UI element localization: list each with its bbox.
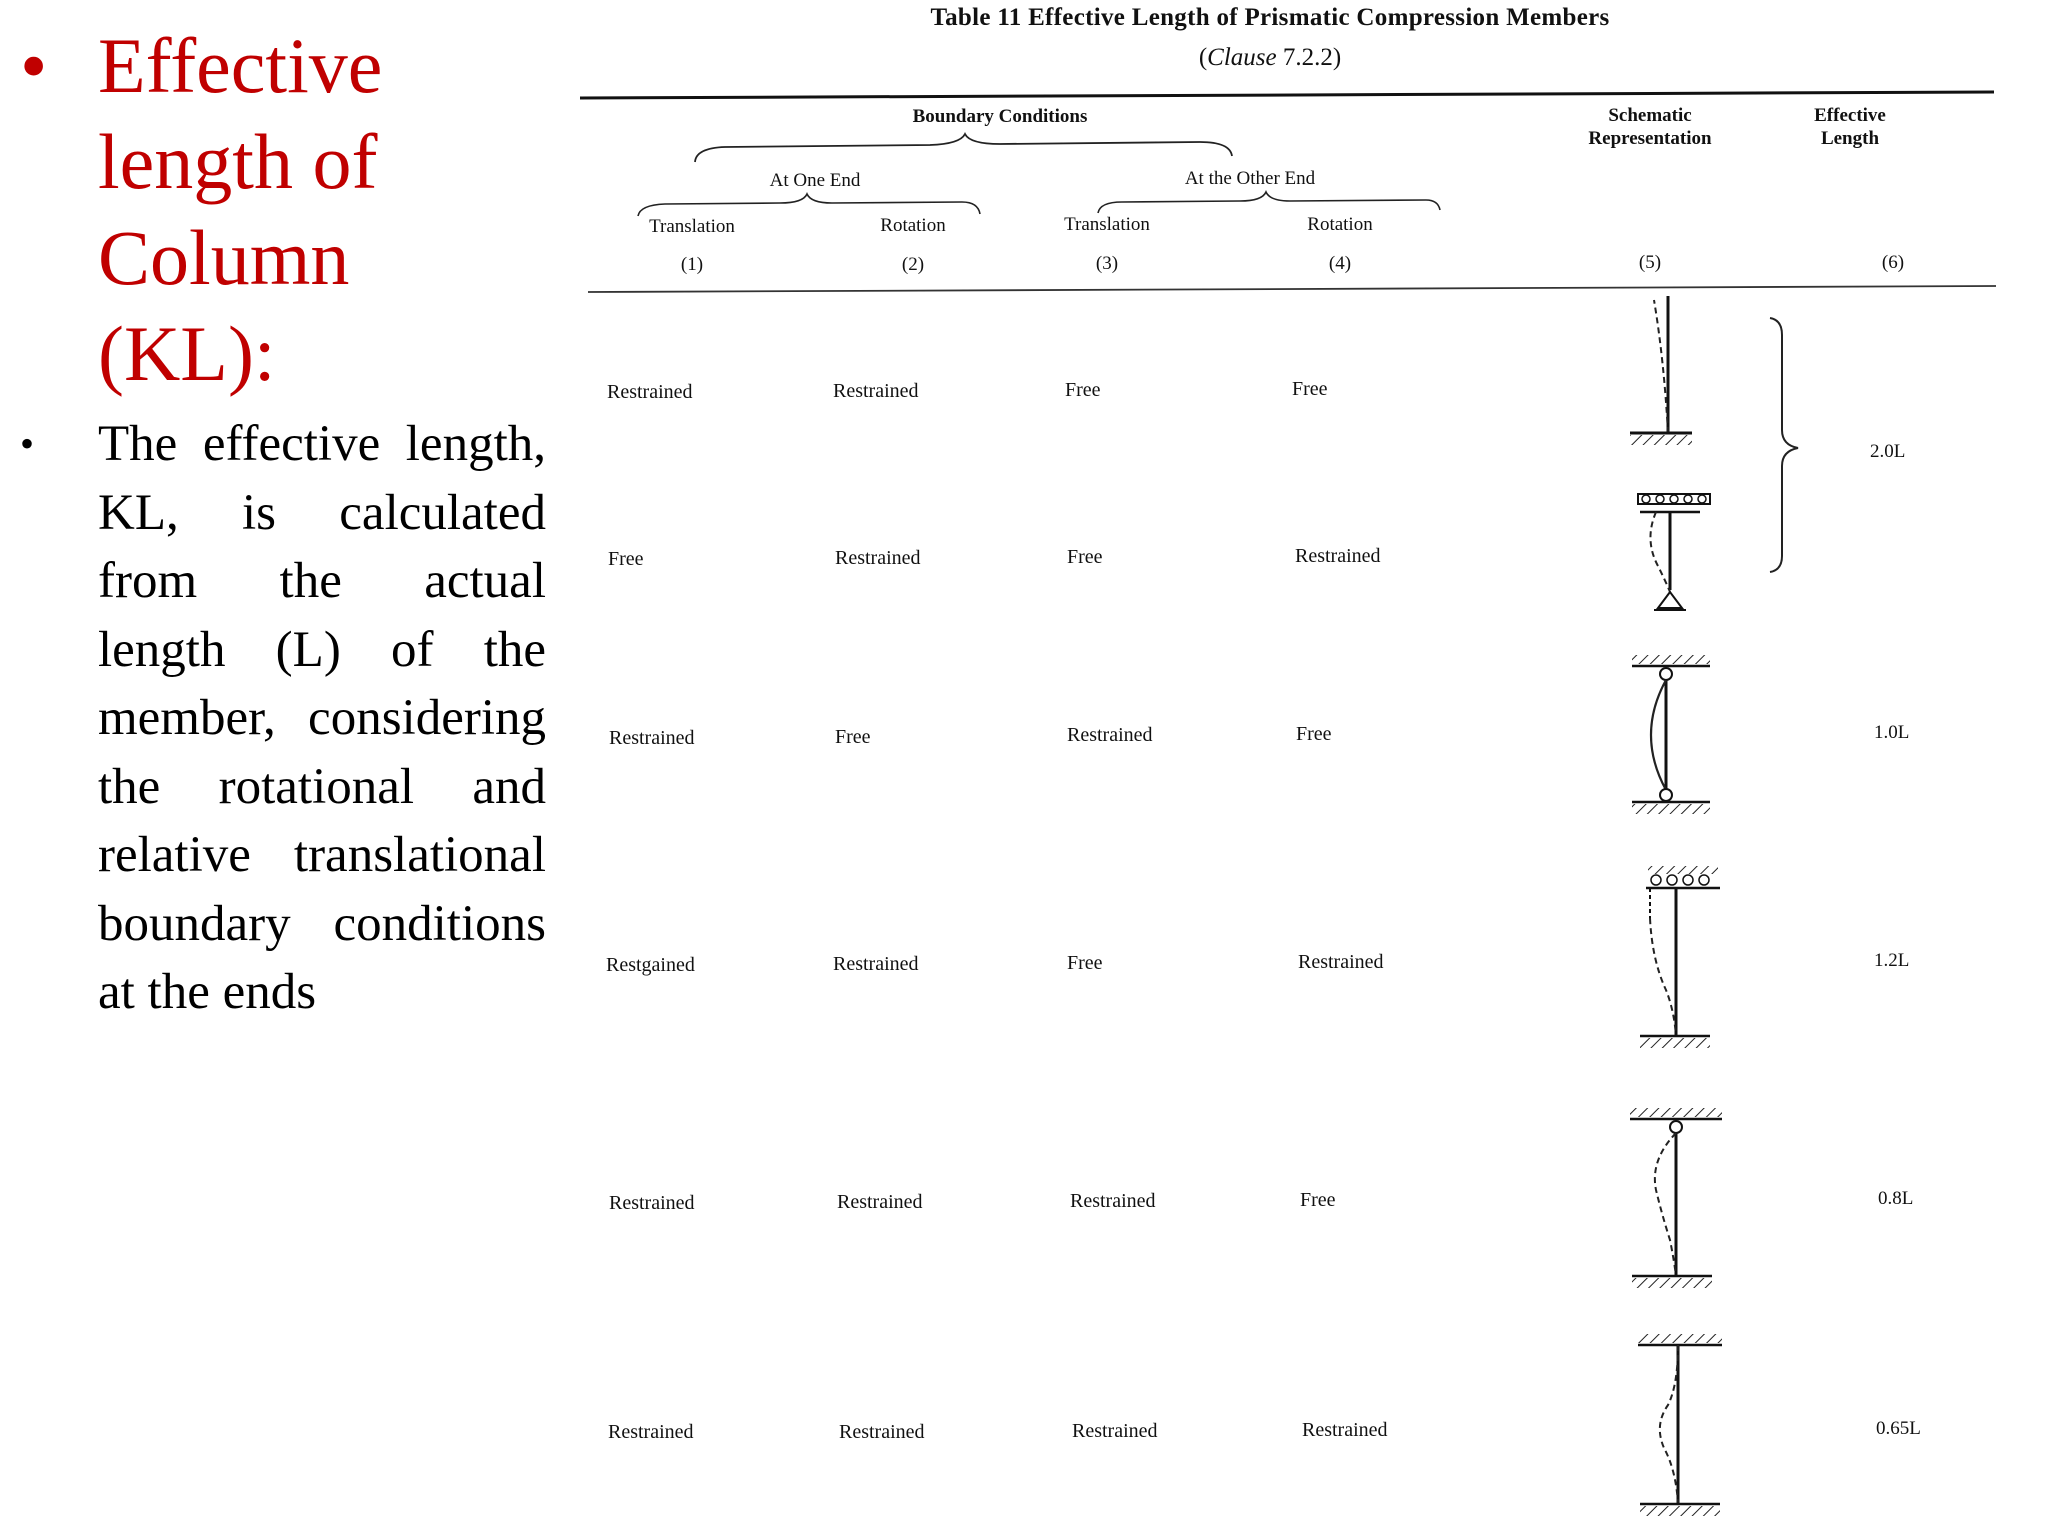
row1-col1: Restrained — [607, 381, 693, 403]
pinned-top-fixed-bottom-icon — [1630, 1108, 1722, 1288]
brace-boundary-conditions — [695, 134, 1232, 162]
row4-col1: Restgained — [606, 954, 695, 976]
row6-col4: Restrained — [1302, 1419, 1388, 1441]
row2-col1: Free — [608, 548, 644, 570]
header-colnum-4: (4) — [1328, 253, 1352, 274]
effective-length-row1-2: 2.0L — [1870, 441, 1906, 462]
roller-top-pinned-bottom-icon — [1638, 494, 1710, 610]
header-colnum-1: (1) — [680, 254, 704, 275]
header-at-one-end: At One End — [769, 170, 861, 191]
row4-col3: Free — [1067, 952, 1103, 974]
row6-col3: Restrained — [1072, 1420, 1158, 1442]
clause-number: 7.2.2 — [1282, 44, 1333, 71]
header-colnum-5: (5) — [1638, 252, 1662, 273]
row6-col2: Restrained — [839, 1421, 925, 1443]
pinned-pinned-icon — [1632, 655, 1710, 814]
row2-col4: Restrained — [1295, 545, 1381, 567]
header-at-other-end: At the Other End — [1184, 168, 1316, 189]
header-effective-length-line1: Effective — [1814, 105, 1886, 126]
row1-col3: Free — [1065, 379, 1101, 401]
header-effective-length-line2: Length — [1820, 128, 1880, 149]
brace-at-one-end — [638, 194, 980, 216]
body-bullet-dot: • — [20, 421, 35, 466]
row2-col2: Restrained — [835, 547, 921, 569]
fixed-fixed-icon — [1638, 1334, 1722, 1516]
table-graphics — [560, 0, 2048, 1536]
table-top-rule — [580, 92, 1994, 98]
header-col4-rotation: Rotation — [1307, 214, 1373, 235]
roller-top-fixed-bottom-icon — [1640, 866, 1720, 1048]
effective-length-row4: 1.2L — [1874, 950, 1910, 971]
header-colnum-2: (2) — [901, 254, 925, 275]
slide-body-text: The effective length, KL, is calculated from the actual length (L) of the member, considering the rotational and relative translational boundary conditions at the ends — [98, 416, 546, 1020]
clause-label: Clause — [1207, 44, 1277, 71]
slide-title: Effective length of Column (KL): — [98, 22, 383, 397]
row4-col2: Restrained — [833, 953, 919, 975]
header-colnum-6: (6) — [1881, 252, 1905, 273]
row2-col3: Free — [1067, 546, 1103, 568]
header-schematic-line2: Representation — [1588, 128, 1712, 149]
fixed-free-cantilever-icon — [1630, 296, 1692, 445]
row1-col2: Restrained — [833, 380, 919, 402]
row5-col1: Restrained — [609, 1192, 695, 1214]
brace-rows-1-2 — [1770, 318, 1798, 572]
header-schematic-line1: Schematic — [1608, 105, 1692, 126]
row5-col2: Restrained — [837, 1191, 923, 1213]
row1-col4: Free — [1292, 378, 1328, 400]
row4-col4: Restrained — [1298, 951, 1384, 973]
table-clause: (Clause 7.2.2) — [1198, 44, 1342, 71]
header-colnum-3: (3) — [1095, 253, 1119, 274]
row5-col4: Free — [1300, 1189, 1336, 1211]
slide-text-panel — [0, 0, 546, 1536]
row3-col4: Free — [1296, 723, 1332, 745]
title-bullet-dot: • — [20, 22, 48, 109]
brace-at-other-end — [1098, 192, 1440, 213]
header-col2-rotation: Rotation — [880, 215, 946, 236]
header-boundary-conditions: Boundary Conditions — [912, 106, 1088, 127]
row5-col3: Restrained — [1070, 1190, 1156, 1212]
effective-length-row3: 1.0L — [1874, 722, 1910, 743]
effective-length-row5: 0.8L — [1878, 1188, 1914, 1209]
row3-col2: Free — [835, 726, 871, 748]
header-col1-translation: Translation — [649, 216, 735, 237]
row3-col1: Restrained — [609, 727, 695, 749]
table-header-rule — [588, 286, 1996, 292]
row3-col3: Restrained — [1067, 724, 1153, 746]
header-col3-translation: Translation — [1064, 214, 1150, 235]
effective-length-table — [560, 0, 2048, 1536]
table-title: Table 11 Effective Length of Prismatic Compression Members — [930, 4, 1610, 31]
effective-length-row6: 0.65L — [1876, 1418, 1921, 1439]
row6-col1: Restrained — [608, 1421, 694, 1443]
